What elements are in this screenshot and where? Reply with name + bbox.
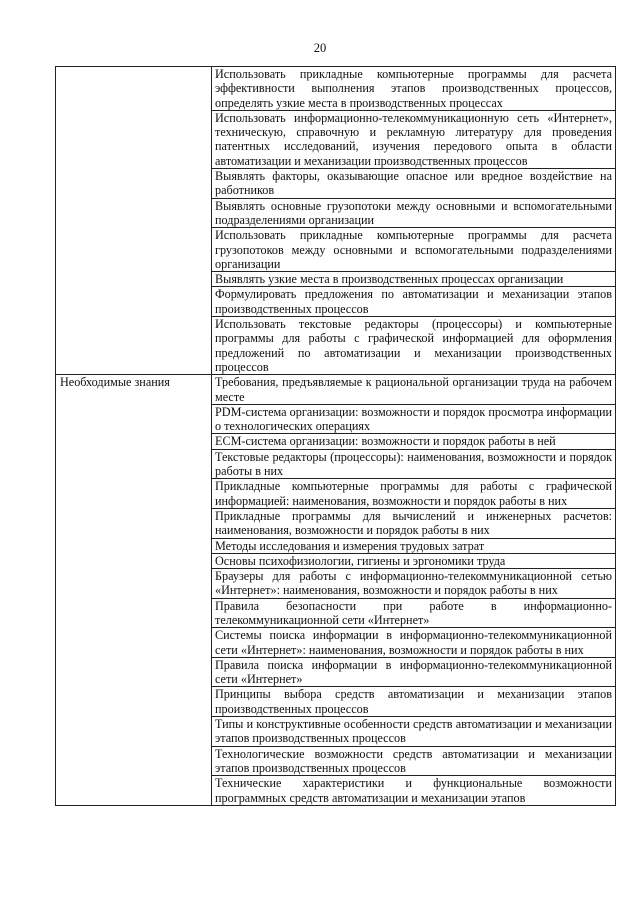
knowledge-item: Методы исследования и измерения трудовых затрат bbox=[212, 538, 616, 553]
knowledge-item: Принципы выбора средств автоматизации и механизации этапов производственных процессов bbox=[212, 687, 616, 717]
knowledge-item: Текстовые редакторы (процессоры): наименования, возможности и порядок работы в них bbox=[212, 449, 616, 479]
knowledge-label: Необходимые знания bbox=[56, 375, 212, 806]
knowledge-item: Основы психофизиологии, гигиены и эргономики труда bbox=[212, 553, 616, 568]
skills-label-cell bbox=[56, 67, 212, 375]
skill-item: Формулировать предложения по автоматизации и механизации этапов производственных процессов bbox=[212, 287, 616, 317]
skill-item: Выявлять узкие места в производственных процессах организации bbox=[212, 272, 616, 287]
knowledge-item: Технологические возможности средств автоматизации и механизации этапов производственных процессов bbox=[212, 746, 616, 776]
requirements-table bbox=[55, 66, 616, 806]
knowledge-item: Типы и конструктивные особенности средств автоматизации и механизации этапов производственных процессов bbox=[212, 717, 616, 747]
knowledge-item: Прикладные программы для вычислений и инженерных расчетов: наименования, возможности и порядок работы в них bbox=[212, 508, 616, 538]
knowledge-item: Системы поиска информации в информационно-телекоммуникационной сети «Интернет»: наименования, возможности и порядок работы в них bbox=[212, 628, 616, 658]
knowledge-item: Прикладные компьютерные программы для работы с графической информацией: наименования, возможности и порядок работы в них bbox=[212, 479, 616, 509]
knowledge-item: Браузеры для работы с информационно-телекоммуникационной сетью «Интернет»: наименования, возможности и порядок работы в них bbox=[212, 569, 616, 599]
knowledge-item: Требования, предъявляемые к рациональной организации труда на рабочем месте bbox=[212, 375, 616, 405]
knowledge-item: Технические характеристики и функциональные возможности программных средств автоматизации и механизации этапов bbox=[212, 776, 616, 806]
knowledge-item: ECM-система организации: возможности и порядок работы в ней bbox=[212, 434, 616, 449]
knowledge-item: PDM-система организации: возможности и порядок просмотра информации о технологических операциях bbox=[212, 404, 616, 434]
knowledge-item: Правила поиска информации в информационно-телекоммуникационной сети «Интернет» bbox=[212, 657, 616, 687]
table-row bbox=[56, 67, 616, 111]
skill-item: Использовать прикладные компьютерные программы для расчета эффективности выполнения этапов производственных процессов, определять узкие места в производственных процессах bbox=[212, 67, 616, 111]
skill-item: Выявлять основные грузопотоки между основными и вспомогательными подразделениями организации bbox=[212, 198, 616, 228]
skill-item: Использовать прикладные компьютерные программы для расчета грузопотоков между основными и вспомогательными подразделениями организации bbox=[212, 228, 616, 272]
skill-item: Использовать текстовые редакторы (процессоры) и компьютерные программы для работы с графической информацией для оформления предложений по автоматизации и механизации производственных процессов bbox=[212, 317, 616, 375]
page-number: 20 bbox=[313, 41, 327, 55]
skill-item: Использовать информационно-телекоммуникационную сеть «Интернет», техническую, справочную и рекламную литературу для проведения патентных исследований, изучения передового опыта в области автоматизации и механизации производственных процессов bbox=[212, 110, 616, 168]
table-row bbox=[56, 375, 616, 405]
skill-item: Выявлять факторы, оказывающие опасное или вредное воздействие на работников bbox=[212, 169, 616, 199]
knowledge-item: Правила безопасности при работе в информационно-телекоммуникационной сети «Интернет» bbox=[212, 598, 616, 628]
